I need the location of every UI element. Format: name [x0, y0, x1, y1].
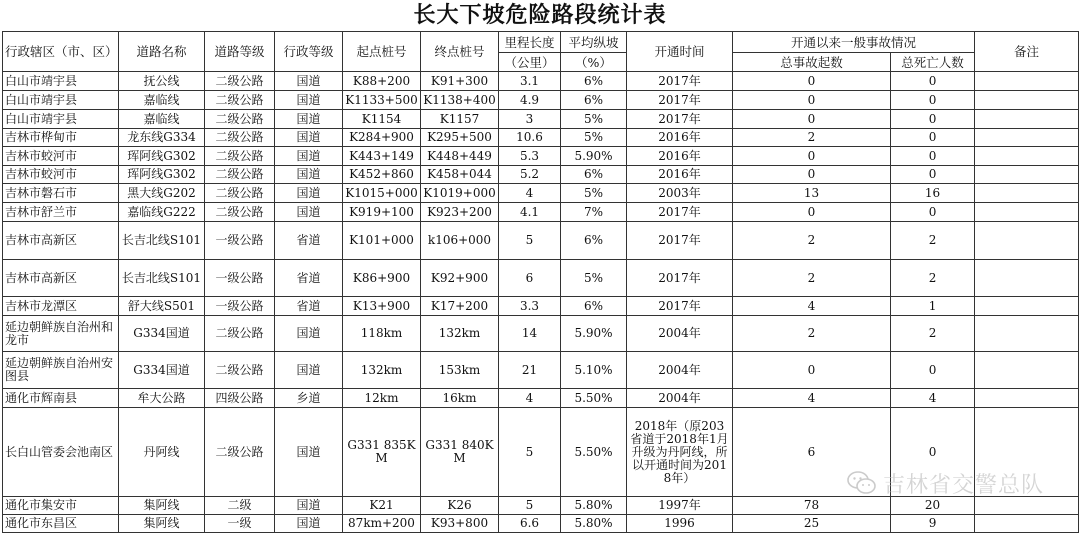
cell-open-time: 2017年 — [627, 260, 733, 297]
header-accidents-total: 总事故起数 — [733, 53, 891, 72]
cell-end-km: 132km — [421, 316, 499, 352]
cell-remarks — [975, 408, 1079, 497]
cell-district: 延边朝鲜族自治州安图县 — [3, 352, 119, 389]
cell-road-name: 黑大线G202 — [119, 184, 205, 203]
cell-road-name: 珲阿线G302 — [119, 166, 205, 184]
cell-remarks — [975, 147, 1079, 166]
cell-district: 吉林市蛟河市 — [3, 147, 119, 166]
cell-slope: 5.80% — [561, 497, 627, 515]
cell-start-km: G331 835KM — [343, 408, 421, 497]
cell-deaths-total: 0 — [891, 203, 975, 222]
cell-start-km: K443+149 — [343, 147, 421, 166]
cell-road-grade: 二级公路 — [205, 352, 275, 389]
cell-open-time: 2016年 — [627, 129, 733, 147]
header-length-unit: （公里） — [499, 53, 561, 72]
cell-start-km: K101+000 — [343, 222, 421, 260]
header-deaths-total: 总死亡人数 — [891, 53, 975, 72]
cell-slope: 5% — [561, 184, 627, 203]
header-slope: 平均纵坡 — [561, 32, 627, 53]
table-row — [3, 222, 1079, 260]
cell-deaths-total: 2 — [891, 260, 975, 297]
table-row — [3, 110, 1079, 129]
cell-district: 白山市靖宇县 — [3, 110, 119, 129]
cell-road-name: 舒大线S501 — [119, 297, 205, 316]
cell-admin-grade: 国道 — [275, 129, 343, 147]
cell-length: 6 — [499, 260, 561, 297]
cell-district: 吉林市桦甸市 — [3, 129, 119, 147]
cell-slope: 6% — [561, 222, 627, 260]
cell-road-grade: 二级公路 — [205, 147, 275, 166]
cell-deaths-total: 1 — [891, 297, 975, 316]
table-row — [3, 316, 1079, 352]
cell-slope: 5% — [561, 129, 627, 147]
cell-length: 3.3 — [499, 297, 561, 316]
cell-end-km: K92+900 — [421, 260, 499, 297]
cell-slope: 6% — [561, 166, 627, 184]
cell-remarks — [975, 91, 1079, 110]
cell-length: 3.1 — [499, 72, 561, 91]
cell-end-km: 16km — [421, 389, 499, 408]
cell-road-grade: 二级公路 — [205, 184, 275, 203]
cell-road-name: G334国道 — [119, 352, 205, 389]
cell-start-km: K86+900 — [343, 260, 421, 297]
cell-length: 21 — [499, 352, 561, 389]
cell-deaths-total: 9 — [891, 515, 975, 533]
cell-length: 10.6 — [499, 129, 561, 147]
table-row — [3, 408, 1079, 497]
header-end-km: 终点桩号 — [421, 32, 499, 72]
cell-admin-grade: 省道 — [275, 260, 343, 297]
cell-road-name: 抚公线 — [119, 72, 205, 91]
cell-deaths-total: 0 — [891, 110, 975, 129]
cell-district: 长白山管委会池南区 — [3, 408, 119, 497]
cell-road-name: 嘉临线 — [119, 110, 205, 129]
cell-end-km: K1019+000 — [421, 184, 499, 203]
cell-accidents-total: 0 — [733, 72, 891, 91]
table-row — [3, 389, 1079, 408]
cell-accidents-total: 2 — [733, 222, 891, 260]
cell-slope: 6% — [561, 72, 627, 91]
cell-road-name: 嘉临线 — [119, 91, 205, 110]
header-admin-grade: 行政等级 — [275, 32, 343, 72]
header-length: 里程长度 — [499, 32, 561, 53]
cell-slope: 5% — [561, 110, 627, 129]
dangerous-road-table — [2, 31, 1079, 533]
cell-start-km: K88+200 — [343, 72, 421, 91]
cell-remarks — [975, 166, 1079, 184]
cell-accidents-total: 0 — [733, 91, 891, 110]
cell-admin-grade: 国道 — [275, 497, 343, 515]
cell-length: 5.3 — [499, 147, 561, 166]
cell-length: 4.9 — [499, 91, 561, 110]
cell-open-time: 2017年 — [627, 91, 733, 110]
cell-length: 4 — [499, 184, 561, 203]
table-row — [3, 260, 1079, 297]
cell-length: 5 — [499, 497, 561, 515]
cell-remarks — [975, 72, 1079, 91]
cell-road-name: 长吉北线S101 — [119, 222, 205, 260]
cell-start-km: K1133+500 — [343, 91, 421, 110]
cell-slope: 5.90% — [561, 316, 627, 352]
table-row — [3, 352, 1079, 389]
cell-length: 14 — [499, 316, 561, 352]
cell-remarks — [975, 129, 1079, 147]
header-road-name: 道路名称 — [119, 32, 205, 72]
cell-end-km: G331 840KM — [421, 408, 499, 497]
table-title: 长大下坡危险路段统计表 — [413, 3, 667, 28]
cell-remarks — [975, 184, 1079, 203]
table-body — [3, 72, 1079, 533]
cell-open-time: 2003年 — [627, 184, 733, 203]
cell-accidents-total: 78 — [733, 497, 891, 515]
cell-district: 延边朝鲜族自治州和龙市 — [3, 316, 119, 352]
cell-admin-grade: 国道 — [275, 91, 343, 110]
cell-road-name: 集阿线 — [119, 515, 205, 533]
cell-slope: 6% — [561, 297, 627, 316]
cell-open-time: 2018年（原203省道于2018年1月升级为丹阿线，所以开通时间为2018年） — [627, 408, 733, 497]
cell-remarks — [975, 352, 1079, 389]
cell-end-km: K1157 — [421, 110, 499, 129]
cell-district: 吉林市磐石市 — [3, 184, 119, 203]
cell-admin-grade: 国道 — [275, 184, 343, 203]
header-road-grade: 道路等级 — [205, 32, 275, 72]
cell-accidents-total: 4 — [733, 297, 891, 316]
cell-accidents-total: 13 — [733, 184, 891, 203]
cell-length: 3 — [499, 110, 561, 129]
cell-deaths-total: 0 — [891, 166, 975, 184]
table-row — [3, 203, 1079, 222]
cell-open-time: 2017年 — [627, 72, 733, 91]
cell-length: 5 — [499, 408, 561, 497]
cell-district: 白山市靖宇县 — [3, 91, 119, 110]
cell-accidents-total: 0 — [733, 352, 891, 389]
cell-open-time: 2004年 — [627, 389, 733, 408]
header-district: 行政辖区（市、区） — [3, 32, 119, 72]
header-accidents-group: 开通以来一般事故情况 — [733, 32, 975, 53]
header-remarks: 备注 — [975, 32, 1079, 72]
cell-end-km: K1138+400 — [421, 91, 499, 110]
cell-slope: 5% — [561, 260, 627, 297]
cell-deaths-total: 0 — [891, 352, 975, 389]
cell-start-km: K13+900 — [343, 297, 421, 316]
cell-admin-grade: 乡道 — [275, 389, 343, 408]
cell-admin-grade: 国道 — [275, 110, 343, 129]
cell-road-grade: 二级公路 — [205, 129, 275, 147]
cell-deaths-total: 0 — [891, 129, 975, 147]
table-row — [3, 166, 1079, 184]
table-row — [3, 129, 1079, 147]
cell-admin-grade: 省道 — [275, 297, 343, 316]
cell-district: 吉林市高新区 — [3, 222, 119, 260]
cell-remarks — [975, 222, 1079, 260]
cell-accidents-total: 25 — [733, 515, 891, 533]
cell-end-km: K923+200 — [421, 203, 499, 222]
cell-road-grade: 四级公路 — [205, 389, 275, 408]
cell-district: 通化市东昌区 — [3, 515, 119, 533]
cell-road-name: 集阿线 — [119, 497, 205, 515]
cell-road-name: 牟大公路 — [119, 389, 205, 408]
cell-start-km: 12km — [343, 389, 421, 408]
cell-deaths-total: 0 — [891, 72, 975, 91]
cell-road-grade: 二级 — [205, 497, 275, 515]
cell-road-name: 长吉北线S101 — [119, 260, 205, 297]
cell-open-time: 2017年 — [627, 222, 733, 260]
cell-accidents-total: 2 — [733, 316, 891, 352]
cell-open-time: 2017年 — [627, 203, 733, 222]
cell-end-km: k106+000 — [421, 222, 499, 260]
cell-slope: 5.90% — [561, 147, 627, 166]
cell-end-km: 153km — [421, 352, 499, 389]
cell-district: 吉林市蛟河市 — [3, 166, 119, 184]
cell-road-name: 龙东线G334 — [119, 129, 205, 147]
cell-deaths-total: 0 — [891, 147, 975, 166]
cell-open-time: 2016年 — [627, 166, 733, 184]
cell-open-time: 2016年 — [627, 147, 733, 166]
cell-slope: 5.10% — [561, 352, 627, 389]
cell-open-time: 2004年 — [627, 316, 733, 352]
cell-end-km: K458+044 — [421, 166, 499, 184]
table-row — [3, 184, 1079, 203]
cell-district: 通化市集安市 — [3, 497, 119, 515]
cell-start-km: K1154 — [343, 110, 421, 129]
cell-district: 吉林市龙潭区 — [3, 297, 119, 316]
cell-slope: 5.80% — [561, 515, 627, 533]
cell-end-km: K26 — [421, 497, 499, 515]
cell-road-grade: 二级公路 — [205, 110, 275, 129]
cell-accidents-total: 6 — [733, 408, 891, 497]
cell-remarks — [975, 389, 1079, 408]
cell-start-km: K1015+000 — [343, 184, 421, 203]
cell-deaths-total: 20 — [891, 497, 975, 515]
header-slope-unit: （%） — [561, 53, 627, 72]
cell-road-grade: 二级公路 — [205, 316, 275, 352]
table-row — [3, 497, 1079, 515]
cell-accidents-total: 0 — [733, 147, 891, 166]
cell-admin-grade: 国道 — [275, 166, 343, 184]
cell-slope: 5.50% — [561, 389, 627, 408]
cell-length: 4.1 — [499, 203, 561, 222]
cell-start-km: 87km+200 — [343, 515, 421, 533]
cell-deaths-total: 2 — [891, 316, 975, 352]
cell-open-time: 2004年 — [627, 352, 733, 389]
table-row — [3, 91, 1079, 110]
cell-road-grade: 一级 — [205, 515, 275, 533]
cell-open-time: 1996 — [627, 515, 733, 533]
cell-admin-grade: 国道 — [275, 352, 343, 389]
cell-district: 吉林市舒兰市 — [3, 203, 119, 222]
cell-road-grade: 一级公路 — [205, 297, 275, 316]
cell-road-name: 丹阿线 — [119, 408, 205, 497]
cell-start-km: K919+100 — [343, 203, 421, 222]
watermark-text: 吉林省交警总队 — [882, 472, 1044, 498]
cell-length: 4 — [499, 389, 561, 408]
cell-district: 通化市辉南县 — [3, 389, 119, 408]
cell-accidents-total: 2 — [733, 260, 891, 297]
cell-road-grade: 二级公路 — [205, 408, 275, 497]
cell-road-name: G334国道 — [119, 316, 205, 352]
cell-admin-grade: 国道 — [275, 72, 343, 91]
cell-open-time: 2017年 — [627, 110, 733, 129]
cell-start-km: 132km — [343, 352, 421, 389]
cell-open-time: 2017年 — [627, 297, 733, 316]
table-row — [3, 297, 1079, 316]
cell-accidents-total: 2 — [733, 129, 891, 147]
cell-road-grade: 二级公路 — [205, 72, 275, 91]
cell-remarks — [975, 297, 1079, 316]
cell-road-grade: 二级公路 — [205, 166, 275, 184]
cell-start-km: K21 — [343, 497, 421, 515]
cell-end-km: K295+500 — [421, 129, 499, 147]
cell-start-km: K452+860 — [343, 166, 421, 184]
table-row — [3, 147, 1079, 166]
cell-accidents-total: 0 — [733, 203, 891, 222]
cell-deaths-total: 0 — [891, 408, 975, 497]
cell-slope: 5.50% — [561, 408, 627, 497]
cell-admin-grade: 国道 — [275, 515, 343, 533]
cell-end-km: K17+200 — [421, 297, 499, 316]
cell-end-km: K448+449 — [421, 147, 499, 166]
cell-open-time: 1997年 — [627, 497, 733, 515]
cell-district: 白山市靖宇县 — [3, 72, 119, 91]
cell-remarks — [975, 260, 1079, 297]
cell-accidents-total: 4 — [733, 389, 891, 408]
cell-road-grade: 一级公路 — [205, 260, 275, 297]
cell-road-grade: 二级公路 — [205, 203, 275, 222]
cell-admin-grade: 国道 — [275, 147, 343, 166]
cell-length: 5.2 — [499, 166, 561, 184]
cell-road-grade: 二级公路 — [205, 91, 275, 110]
cell-remarks — [975, 110, 1079, 129]
cell-district: 吉林市高新区 — [3, 260, 119, 297]
cell-length: 5 — [499, 222, 561, 260]
cell-deaths-total: 4 — [891, 389, 975, 408]
cell-admin-grade: 国道 — [275, 203, 343, 222]
table-row — [3, 72, 1079, 91]
cell-accidents-total: 0 — [733, 166, 891, 184]
cell-road-name: 嘉临线G222 — [119, 203, 205, 222]
cell-end-km: K93+800 — [421, 515, 499, 533]
cell-slope: 7% — [561, 203, 627, 222]
header-start-km: 起点桩号 — [343, 32, 421, 72]
cell-remarks — [975, 497, 1079, 515]
cell-road-name: 珲阿线G302 — [119, 147, 205, 166]
cell-road-grade: 一级公路 — [205, 222, 275, 260]
cell-deaths-total: 0 — [891, 91, 975, 110]
cell-slope: 6% — [561, 91, 627, 110]
cell-admin-grade: 省道 — [275, 222, 343, 260]
cell-end-km: K91+300 — [421, 72, 499, 91]
cell-deaths-total: 16 — [891, 184, 975, 203]
cell-start-km: K284+900 — [343, 129, 421, 147]
cell-remarks — [975, 316, 1079, 352]
cell-admin-grade: 国道 — [275, 408, 343, 497]
header-open-time: 开通时间 — [627, 32, 733, 72]
cell-admin-grade: 国道 — [275, 316, 343, 352]
cell-accidents-total: 0 — [733, 110, 891, 129]
cell-length: 6.6 — [499, 515, 561, 533]
cell-remarks — [975, 203, 1079, 222]
cell-start-km: 118km — [343, 316, 421, 352]
cell-deaths-total: 2 — [891, 222, 975, 260]
